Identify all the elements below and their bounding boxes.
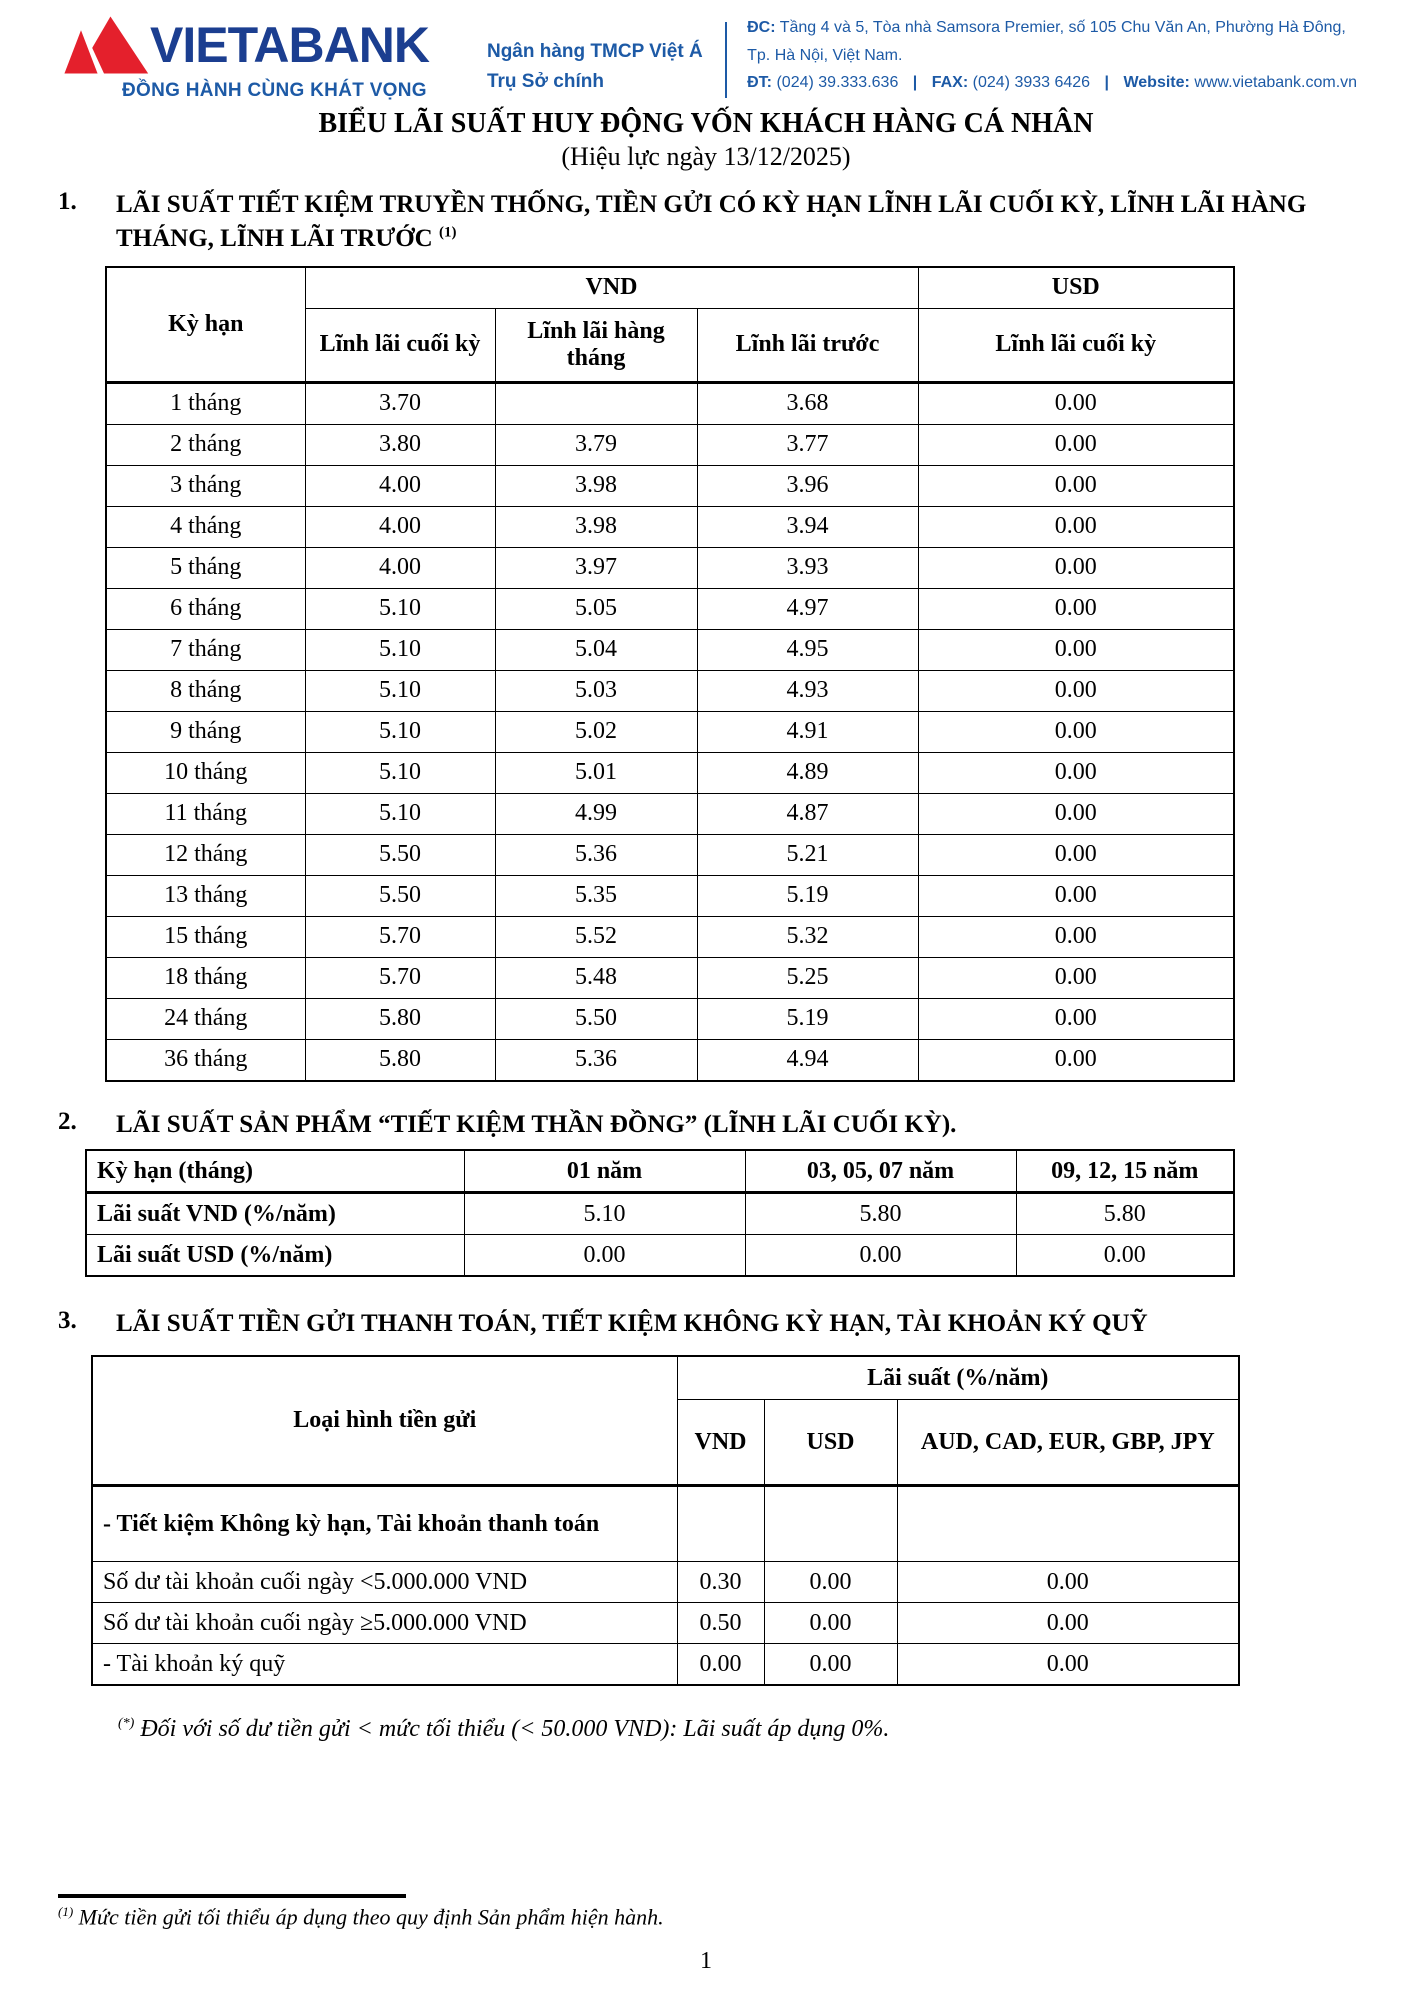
table-cell: 0.00 [918, 465, 1234, 506]
table-cell: 5.04 [495, 629, 697, 670]
table-cell: 4.95 [697, 629, 918, 670]
table-cell: 3.97 [495, 547, 697, 588]
table-cell: 0.00 [464, 1235, 745, 1277]
table-cell: 5.50 [305, 875, 495, 916]
col-header-term-months: Kỳ hạn (tháng) [86, 1150, 464, 1193]
table-cell: 3.70 [305, 382, 495, 424]
table-cell: 5.05 [495, 588, 697, 629]
table-row [106, 916, 1234, 957]
table-cell: 5.52 [495, 916, 697, 957]
section-2-heading [58, 1108, 1362, 1142]
footnote-1-text: Mức tiền gửi tối thiểu áp dụng theo quy định Sản phẩm hiện hành. [73, 1904, 664, 1930]
table-cell [495, 382, 697, 424]
table-header [86, 1150, 1234, 1193]
table-cell: 18 tháng [106, 957, 305, 998]
table-cell: 12 tháng [106, 834, 305, 875]
effective-date: (Hiệu lực ngày 13/12/2025) [561, 142, 851, 171]
table-cell: 0.00 [918, 752, 1234, 793]
table-cell: 4.00 [305, 547, 495, 588]
table-cell [764, 1486, 897, 1562]
table-cell: 5.19 [697, 998, 918, 1039]
table-row [106, 957, 1234, 998]
table-cell: 4.93 [697, 670, 918, 711]
table-cell: 6 tháng [106, 588, 305, 629]
table-cell: 5.80 [305, 1039, 495, 1081]
than-dong-savings-table [85, 1149, 1235, 1277]
table-cell: 10 tháng [106, 752, 305, 793]
footnote-1-marker: (1) [58, 1904, 74, 1919]
table-cell: 0.00 [1016, 1235, 1234, 1277]
bank-logo-text: VIETABANK [150, 17, 429, 73]
table-row [106, 834, 1234, 875]
table-cell: 5.21 [697, 834, 918, 875]
col-header-monthly: Lĩnh lãi hàng tháng [495, 308, 697, 382]
table-row [106, 629, 1234, 670]
table-cell: 5.70 [305, 916, 495, 957]
table-cell: 0.00 [918, 793, 1234, 834]
table-cell: 3.96 [697, 465, 918, 506]
footnote-asterisk [118, 1716, 1362, 1743]
table-cell: 3.93 [697, 547, 918, 588]
section-3-heading-text: LÃI SUẤT TIỀN GỬI THANH TOÁN, TIẾT KIỆM KHÔNG KỲ HẠN, TÀI KHOẢN KÝ QUỸ [116, 1310, 1148, 1338]
table-cell: 3 tháng [106, 465, 305, 506]
fax-label: FAX: [931, 73, 969, 91]
bank-slogan: ĐỒNG HÀNH CÙNG KHÁT VỌNG [122, 80, 427, 101]
table-cell: 5.01 [495, 752, 697, 793]
table-cell [677, 1486, 764, 1562]
table-cell: 5.10 [464, 1193, 745, 1235]
table-row [106, 588, 1234, 629]
table-header-row [106, 267, 1234, 309]
separator: | [912, 73, 918, 91]
footnote-asterisk-text: Đối với số dư tiền gửi < mức tối thiểu (< 50.000 VND): Lãi suất áp dụng 0%. [134, 1716, 890, 1742]
table-cell: 0.50 [677, 1603, 764, 1644]
table-row [106, 793, 1234, 834]
table-cell: Lãi suất USD (%/năm) [86, 1235, 464, 1277]
table-cell: 5.02 [495, 711, 697, 752]
table-cell: 15 tháng [106, 916, 305, 957]
table-cell: 0.00 [918, 916, 1234, 957]
table-cell: 5.48 [495, 957, 697, 998]
table-cell: 5 tháng [106, 547, 305, 588]
footnote-asterisk-marker: (*) [118, 1716, 135, 1731]
table-cell: 0.00 [897, 1562, 1239, 1603]
table-cell: 5.50 [305, 834, 495, 875]
table-cell: 5.10 [305, 793, 495, 834]
table-cell: 5.10 [305, 629, 495, 670]
demand-deposit-rates-table [91, 1355, 1240, 1686]
col-header-rate: Lãi suất (%/năm) [677, 1356, 1239, 1400]
section-1-heading-text: LÃI SUẤT TIẾT KIỆM TRUYỀN THỐNG, TIỀN GỬI CÓ KỲ HẠN LĨNH LÃI CUỐI KỲ, LĨNH LÃI HÀNG THÁNG, LĨNH LÃI TRƯỚC [116, 191, 1307, 252]
col-header-usd: USD [764, 1400, 897, 1486]
footnote-1 [58, 1904, 1358, 1930]
table-cell: 4.00 [305, 465, 495, 506]
table-cell: 5.36 [495, 834, 697, 875]
table-cell: 3.98 [495, 506, 697, 547]
letterhead [0, 0, 1412, 102]
table-cell: 0.00 [918, 834, 1234, 875]
table-header-row [92, 1356, 1239, 1400]
table-cell: Số dư tài khoản cuối ngày ≥5.000.000 VND [92, 1603, 677, 1644]
table-cell: 5.10 [305, 588, 495, 629]
table-cell: 3.77 [697, 424, 918, 465]
table-row [106, 506, 1234, 547]
section-2-heading-text: LÃI SUẤT SẢN PHẨM “TIẾT KIỆM THẦN ĐỒNG” (LĨNH LÃI CUỐI KỲ). [116, 1110, 957, 1138]
table-cell: 0.00 [918, 957, 1234, 998]
table-cell: 0.00 [897, 1603, 1239, 1644]
table-row [106, 998, 1234, 1039]
section-number: 1. [58, 188, 77, 215]
section-heading-text [116, 188, 1362, 256]
table-cell: 0.00 [677, 1644, 764, 1686]
table-cell: Số dư tài khoản cuối ngày <5.000.000 VND [92, 1562, 677, 1603]
col-header-end-of-term: Lĩnh lãi cuối kỳ [305, 308, 495, 382]
table-cell: 11 tháng [106, 793, 305, 834]
col-header-term: Kỳ hạn [106, 267, 305, 383]
table-body [92, 1486, 1239, 1686]
table-cell: 0.00 [918, 711, 1234, 752]
section-number: 2. [58, 1107, 77, 1135]
table-cell: 4.91 [697, 711, 918, 752]
bank-logo [58, 14, 429, 102]
table-cell: - Tiết kiệm Không kỳ hạn, Tài khoản thanh toán [92, 1486, 677, 1562]
table-cell: 13 tháng [106, 875, 305, 916]
table-cell: 5.35 [495, 875, 697, 916]
table-cell: 3.98 [495, 465, 697, 506]
table-cell: 3.80 [305, 424, 495, 465]
table-cell: 0.00 [918, 382, 1234, 424]
col-header-other-currencies: AUD, CAD, EUR, GBP, JPY [897, 1400, 1239, 1486]
table-cell: 4.99 [495, 793, 697, 834]
table-cell: 0.00 [918, 1039, 1234, 1081]
table-row [86, 1193, 1234, 1235]
table-cell: 0.00 [918, 670, 1234, 711]
separator: | [1104, 73, 1110, 91]
table-cell: 0.00 [918, 998, 1234, 1039]
table-cell: 5.50 [495, 998, 697, 1039]
table-row [106, 752, 1234, 793]
table-cell: 9 tháng [106, 711, 305, 752]
table-cell: 0.00 [918, 588, 1234, 629]
table-row [106, 711, 1234, 752]
footnote-rule [58, 1894, 406, 1898]
table-cell: 1 tháng [106, 382, 305, 424]
table-cell: 5.36 [495, 1039, 697, 1081]
table-cell: 5.80 [745, 1193, 1016, 1235]
table-row [106, 465, 1234, 506]
table-cell: 7 tháng [106, 629, 305, 670]
col-header-usd-end-of-term: Lĩnh lãi cuối kỳ [918, 308, 1234, 382]
table-cell: 0.00 [918, 424, 1234, 465]
col-header-deposit-type: Loại hình tiền gửi [92, 1356, 677, 1486]
table-cell: Lãi suất VND (%/năm) [86, 1193, 464, 1235]
page-title: BIỂU LÃI SUẤT HUY ĐỘNG VỐN KHÁCH HÀNG CÁ NHÂN [318, 108, 1094, 139]
table-row [92, 1562, 1239, 1603]
table-cell: 5.70 [305, 957, 495, 998]
bank-name-block [487, 37, 725, 102]
table-header [92, 1356, 1239, 1486]
table-row [92, 1603, 1239, 1644]
table-cell: 4.97 [697, 588, 918, 629]
vietabank-triangle-logo-icon [58, 14, 150, 76]
table-cell: 5.10 [305, 711, 495, 752]
table-cell: 2 tháng [106, 424, 305, 465]
footnote-ref: (1) [438, 224, 457, 241]
website-value: www.vietabank.com.vn [1194, 73, 1358, 91]
page-footer [58, 1894, 1358, 1930]
table-cell: 5.19 [697, 875, 918, 916]
table-row [106, 382, 1234, 424]
table-body [86, 1193, 1234, 1277]
table-cell: 3.68 [697, 382, 918, 424]
table-cell: - Tài khoản ký quỹ [92, 1644, 677, 1686]
table-header [106, 267, 1234, 383]
table-cell: 4.87 [697, 793, 918, 834]
section-3-heading [58, 1307, 1362, 1341]
table-cell: 0.00 [918, 547, 1234, 588]
table-cell: 8 tháng [106, 670, 305, 711]
table-cell: 36 tháng [106, 1039, 305, 1081]
table-cell: 0.00 [764, 1644, 897, 1686]
table-cell: 0.00 [897, 1644, 1239, 1686]
table-cell: 0.00 [764, 1562, 897, 1603]
col-header-usd: USD [918, 267, 1234, 309]
address-line [747, 14, 1362, 68]
table-cell: 5.25 [697, 957, 918, 998]
table-cell: 24 tháng [106, 998, 305, 1039]
table-cell: 3.94 [697, 506, 918, 547]
phone-value: (024) 39.333.636 [776, 73, 899, 91]
col-header-1-year: 01 năm [464, 1150, 745, 1193]
table-row [106, 670, 1234, 711]
table-cell: 0.00 [918, 629, 1234, 670]
phone-line [747, 69, 1362, 96]
section-1-heading [58, 188, 1362, 256]
table-row [92, 1644, 1239, 1686]
page-number: 1 [700, 1948, 712, 1974]
table-cell: 0.30 [677, 1562, 764, 1603]
website-label: Website: [1123, 73, 1190, 91]
table-cell: 5.80 [1016, 1193, 1234, 1235]
phone-label: ĐT: [747, 73, 773, 91]
table-row [106, 424, 1234, 465]
bank-name: Ngân hàng TMCP Việt Á [486, 41, 703, 63]
fax-value: (024) 3933 6426 [972, 73, 1091, 91]
table-cell: 5.10 [305, 752, 495, 793]
contact-block [727, 14, 1362, 102]
table-row [92, 1486, 1239, 1562]
table-cell: 4.94 [697, 1039, 918, 1081]
table-row [86, 1235, 1234, 1277]
table-header-row [86, 1150, 1234, 1193]
bank-logo-row [58, 14, 429, 76]
table-cell: 5.80 [305, 998, 495, 1039]
col-header-vnd: VND [677, 1400, 764, 1486]
table-cell: 0.00 [918, 506, 1234, 547]
col-header-9-12-15-years: 09, 12, 15 năm [1016, 1150, 1234, 1193]
table-row [106, 875, 1234, 916]
table-cell: 5.03 [495, 670, 697, 711]
table-cell: 0.00 [764, 1603, 897, 1644]
table-body [106, 382, 1234, 1081]
table-row [106, 1039, 1234, 1081]
address-value: Tầng 4 và 5, Tòa nhà Samsora Premier, số 105 Chu Văn An, Phường Hà Đông, Tp. Hà Nội, Việt Nam. [747, 19, 1346, 64]
table-cell: 0.00 [745, 1235, 1016, 1277]
table-cell: 5.10 [305, 670, 495, 711]
table-cell: 3.79 [495, 424, 697, 465]
table-cell [897, 1486, 1239, 1562]
col-header-vnd: VND [305, 267, 918, 309]
address-label: ĐC: [747, 19, 776, 37]
head-office-label: Trụ Sở chính [486, 70, 604, 92]
table-cell: 4.89 [697, 752, 918, 793]
section-number: 3. [58, 1307, 77, 1335]
col-header-3-5-7-years: 03, 05, 07 năm [745, 1150, 1016, 1193]
term-deposit-rates-table [105, 266, 1235, 1082]
table-cell: 4 tháng [106, 506, 305, 547]
table-cell: 0.00 [918, 875, 1234, 916]
col-header-upfront: Lĩnh lãi trước [697, 308, 918, 382]
table-row [106, 547, 1234, 588]
table-cell: 5.32 [697, 916, 918, 957]
table-cell: 4.00 [305, 506, 495, 547]
